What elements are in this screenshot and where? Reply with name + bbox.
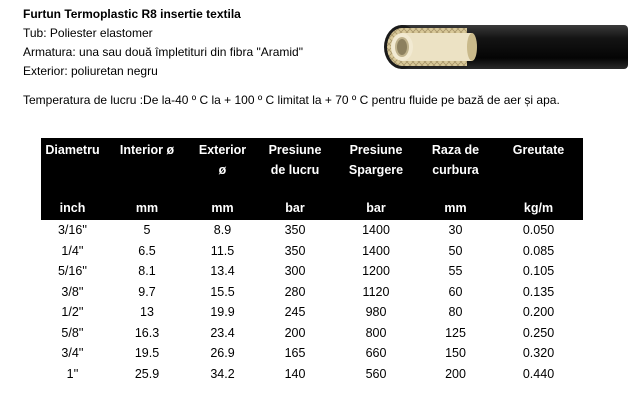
cell-bend-radius: 200: [445, 366, 466, 381]
cell-inner-diameter: 25.9: [134, 366, 160, 381]
col-header-inner-diameter: Interior ø: [104, 138, 190, 198]
cell-diameter: 1'': [66, 366, 79, 381]
table-row: [41, 302, 583, 323]
cell-diameter: 3/16'': [57, 223, 88, 237]
cell-burst-pressure: 560: [365, 366, 387, 381]
cell-outer-diameter: 8.9: [213, 223, 232, 237]
col-header-diameter: Diametru: [41, 138, 104, 198]
table-row: [41, 261, 583, 282]
table-row: [41, 220, 583, 241]
cell-inner-diameter: 5: [143, 223, 151, 237]
unit-inner-diameter: mm: [104, 198, 190, 220]
cell-weight: 0.105: [522, 264, 555, 278]
units-row: [41, 198, 583, 220]
cell-inner-diameter: 9.7: [138, 284, 156, 299]
cell-burst-pressure: 660: [365, 346, 387, 360]
cell-inner-diameter: 16.3: [134, 325, 160, 340]
cell-diameter: 5/8'': [61, 325, 84, 340]
unit-weight: kg/m: [494, 198, 583, 220]
table-row: [41, 241, 583, 262]
cell-working-pressure: 140: [284, 366, 306, 381]
cell-burst-pressure: 1200: [362, 264, 390, 278]
table-row: [41, 364, 583, 385]
cell-outer-diameter: 34.2: [210, 366, 235, 381]
cell-inner-diameter: 8.1: [138, 264, 156, 278]
cell-working-pressure: 300: [284, 264, 306, 278]
header-row: [41, 138, 583, 198]
cell-diameter: 5/16'': [57, 264, 88, 278]
cell-outer-diameter: 13.4: [210, 264, 235, 278]
cell-inner-diameter: 19.5: [134, 346, 160, 360]
cell-burst-pressure: 800: [365, 325, 387, 340]
unit-bend-radius: mm: [417, 198, 494, 220]
specifications-table: [41, 138, 583, 384]
cell-working-pressure: 280: [284, 284, 306, 299]
cell-working-pressure: 200: [284, 325, 306, 340]
col-header-weight: Greutate: [494, 138, 583, 198]
unit-diameter: inch: [41, 198, 104, 220]
reinforcement-material: Armatura: una sau două împletituri din fibra "Aramid": [23, 45, 303, 59]
cell-diameter: 3/8'': [61, 284, 84, 299]
cell-outer-diameter: 11.5: [210, 243, 235, 258]
cell-diameter: 1/2'': [61, 305, 84, 319]
cell-weight: 0.050: [522, 223, 555, 237]
cell-inner-diameter: 6.5: [138, 243, 156, 258]
table-row: [41, 323, 583, 344]
hose-cross-section-icon: [380, 23, 628, 71]
cell-weight: 0.135: [522, 284, 555, 299]
table-row: [41, 282, 583, 303]
cell-weight: 0.200: [522, 305, 555, 319]
cell-working-pressure: 350: [284, 223, 306, 237]
cell-diameter: 1/4'': [61, 243, 84, 258]
product-title: Furtun Termoplastic R8 insertie textila: [23, 7, 241, 21]
cell-weight: 0.250: [522, 325, 555, 340]
unit-burst-pressure: bar: [335, 198, 417, 220]
cell-bend-radius: 55: [448, 264, 463, 278]
col-header-outer-diameter: Exterior ø: [190, 138, 255, 198]
table-body: [41, 220, 583, 384]
cell-working-pressure: 165: [284, 346, 306, 360]
cell-burst-pressure: 980: [365, 305, 387, 319]
cell-outer-diameter: 23.4: [210, 325, 235, 340]
col-header-bend-radius: Raza de curbura: [417, 138, 494, 198]
cover-material: Exterior: poliuretan negru: [23, 64, 158, 78]
col-header-working-pressure: Presiune de lucru: [255, 138, 335, 198]
cell-burst-pressure: 1400: [362, 243, 390, 258]
cell-outer-diameter: 26.9: [210, 346, 235, 360]
cell-bend-radius: 50: [448, 243, 463, 258]
cell-outer-diameter: 15.5: [210, 284, 235, 299]
unit-outer-diameter: mm: [190, 198, 255, 220]
cell-working-pressure: 350: [284, 243, 306, 258]
product-description: [23, 5, 383, 81]
cell-bend-radius: 80: [448, 305, 463, 319]
cell-bend-radius: 60: [448, 284, 463, 299]
unit-working-pressure: bar: [255, 198, 335, 220]
cell-diameter: 3/4'': [61, 346, 84, 360]
cell-weight: 0.440: [522, 366, 555, 381]
cell-burst-pressure: 1120: [362, 284, 390, 299]
cell-bend-radius: 125: [445, 325, 466, 340]
col-header-burst-pressure: Presiune Spargere: [335, 138, 417, 198]
working-temperature: Temperatura de lucru :De la-40 º C la + 100 º C limitat la + 70 º C pentru fluide pe bază de aer și apa.: [23, 93, 560, 107]
tube-material: Tub: Poliester elastomer: [23, 26, 153, 40]
cell-burst-pressure: 1400: [362, 223, 390, 237]
cell-outer-diameter: 19.9: [210, 305, 235, 319]
cell-bend-radius: 30: [448, 223, 463, 237]
cell-weight: 0.320: [522, 346, 555, 360]
table-row: [41, 343, 583, 364]
cell-inner-diameter: 13: [140, 305, 154, 319]
cell-bend-radius: 150: [445, 346, 466, 360]
cell-working-pressure: 245: [284, 305, 306, 319]
cell-weight: 0.085: [522, 243, 555, 258]
